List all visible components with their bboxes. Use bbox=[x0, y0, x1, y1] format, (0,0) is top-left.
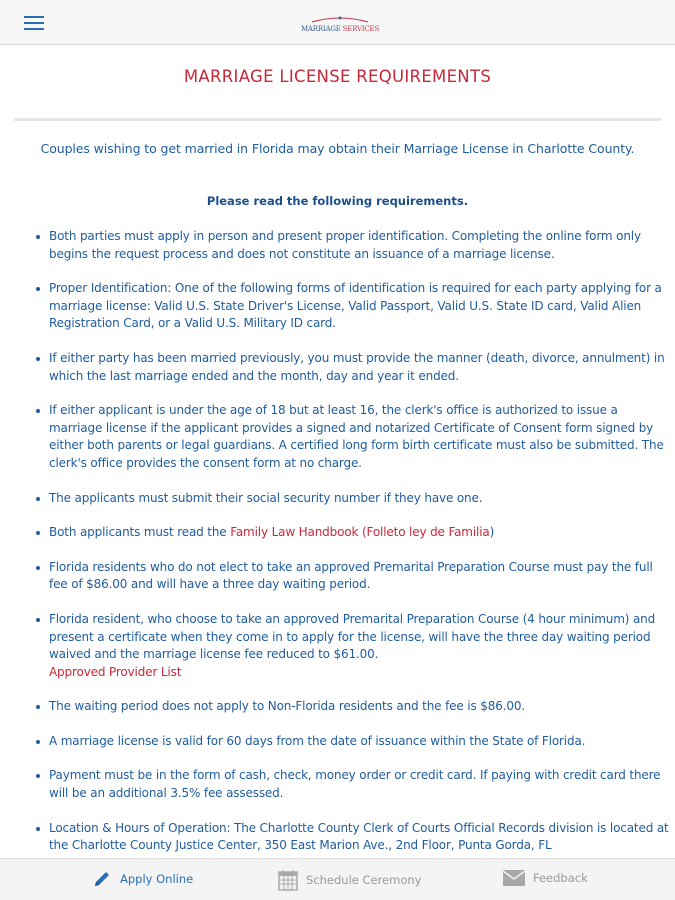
list-item bbox=[49, 524, 671, 542]
requirements-list bbox=[49, 228, 671, 858]
list-item bbox=[49, 559, 671, 594]
list-item bbox=[49, 402, 671, 472]
list-item bbox=[49, 820, 671, 855]
list-item bbox=[49, 228, 671, 263]
list-item bbox=[49, 698, 671, 716]
calendar-icon bbox=[278, 869, 298, 891]
list-item bbox=[49, 280, 671, 333]
list-item bbox=[49, 733, 671, 751]
item-text: Florida residents who do not elect to take an approved Premarital Preparation Course must pay the full fee of $86.00 and will have a three day waiting period. bbox=[49, 559, 653, 592]
apply-online-tab[interactable] bbox=[92, 869, 193, 889]
content-scroll-area[interactable] bbox=[0, 45, 675, 858]
requirements-note: Please read the following requirements. bbox=[206, 194, 469, 208]
item-text: A marriage license is valid for 60 days from the date of issuance within the State of Florida. bbox=[49, 733, 586, 748]
feedback-tab[interactable] bbox=[503, 869, 588, 887]
app-header bbox=[0, 0, 675, 45]
list-item bbox=[49, 611, 671, 681]
item-text: If either party has been married previously, you must provide the manner (death, divorce, annulment) in which the last marriage ended and the month, day and year it ended. bbox=[49, 350, 665, 383]
logo-text-marriage: MARRIAGE bbox=[300, 25, 341, 33]
paren: ( bbox=[358, 525, 367, 540]
item-text: Location & Hours of Operation: The Charlotte County Clerk of Courts Official Records division is located at the Charlotte County Justice Center, 350 East Marion Ave., 2nd Floor, Punta Gorda, FL bbox=[49, 820, 669, 853]
divider bbox=[14, 118, 661, 121]
pencil-icon bbox=[92, 869, 112, 889]
logo-arc-icon bbox=[310, 14, 370, 24]
paren: ) bbox=[489, 525, 495, 540]
schedule-ceremony-label: Schedule Ceremony bbox=[306, 873, 422, 887]
hamburger-menu-icon[interactable] bbox=[24, 16, 44, 30]
list-item bbox=[49, 767, 671, 802]
item-text: Proper Identification: One of the following forms of identification is required for each party applying for a marriage license: Valid U.S. State Driver's License, Valid Passport, Valid U.S. State ID card, Valid Alien Registration Card, or a Valid U.S. Military ID card. bbox=[49, 281, 662, 331]
approved-provider-list-link[interactable]: Approved Provider List bbox=[49, 664, 182, 679]
item-text: Florida resident, who choose to take an approved Premarital Preparation Course (4 hour minimum) and present a certificate when they come in to apply for the license, will have the three day waiting period waived and the marriage license fee reduced to $61.00. bbox=[49, 611, 656, 662]
family-law-handbook-link[interactable]: Family Law Handbook bbox=[230, 525, 359, 540]
item-text: Both parties must apply in person and present proper identification. Completing the online form only begins the request process and does not constitute an issuance of a marriage license. bbox=[49, 229, 641, 261]
list-item bbox=[49, 350, 671, 385]
intro-text: Couples wishing to get married in Florida may obtain their Marriage License in Charlotte County. bbox=[40, 141, 635, 156]
marriage-services-logo bbox=[290, 14, 390, 36]
item-text: The applicants must submit their social security number if they have one. bbox=[49, 490, 483, 505]
item-text: Payment must be in the form of cash, check, money order or credit card. If paying with credit card there will be an additional 3.5% fee assessed. bbox=[49, 768, 661, 801]
bottom-nav bbox=[0, 858, 675, 900]
schedule-ceremony-tab[interactable] bbox=[278, 869, 422, 891]
item-text: Both applicants must read the bbox=[49, 525, 231, 540]
feedback-label: Feedback bbox=[533, 871, 588, 885]
folleto-ley-de-familia-link[interactable]: Folleto ley de Familia bbox=[366, 525, 490, 540]
item-text: The waiting period does not apply to Non-Florida residents and the fee is $86.00. bbox=[49, 699, 525, 714]
list-item bbox=[49, 490, 671, 508]
envelope-icon bbox=[503, 869, 525, 887]
page-title: MARRIAGE LICENSE REQUIREMENTS bbox=[183, 67, 492, 86]
item-text: If either applicant is under the age of 18 but at least 16, the clerk's office is authorized to issue a marriage license if the applicant provides a signed and notarized Certificate of Consent form signed by either both parents or legal guardians. A certified long form birth certificate must also be submitted. The clerk's office provides the consent form at no charge. bbox=[49, 403, 664, 470]
logo-text-services: SERVICES bbox=[340, 25, 380, 33]
apply-online-label: Apply Online bbox=[120, 872, 194, 886]
